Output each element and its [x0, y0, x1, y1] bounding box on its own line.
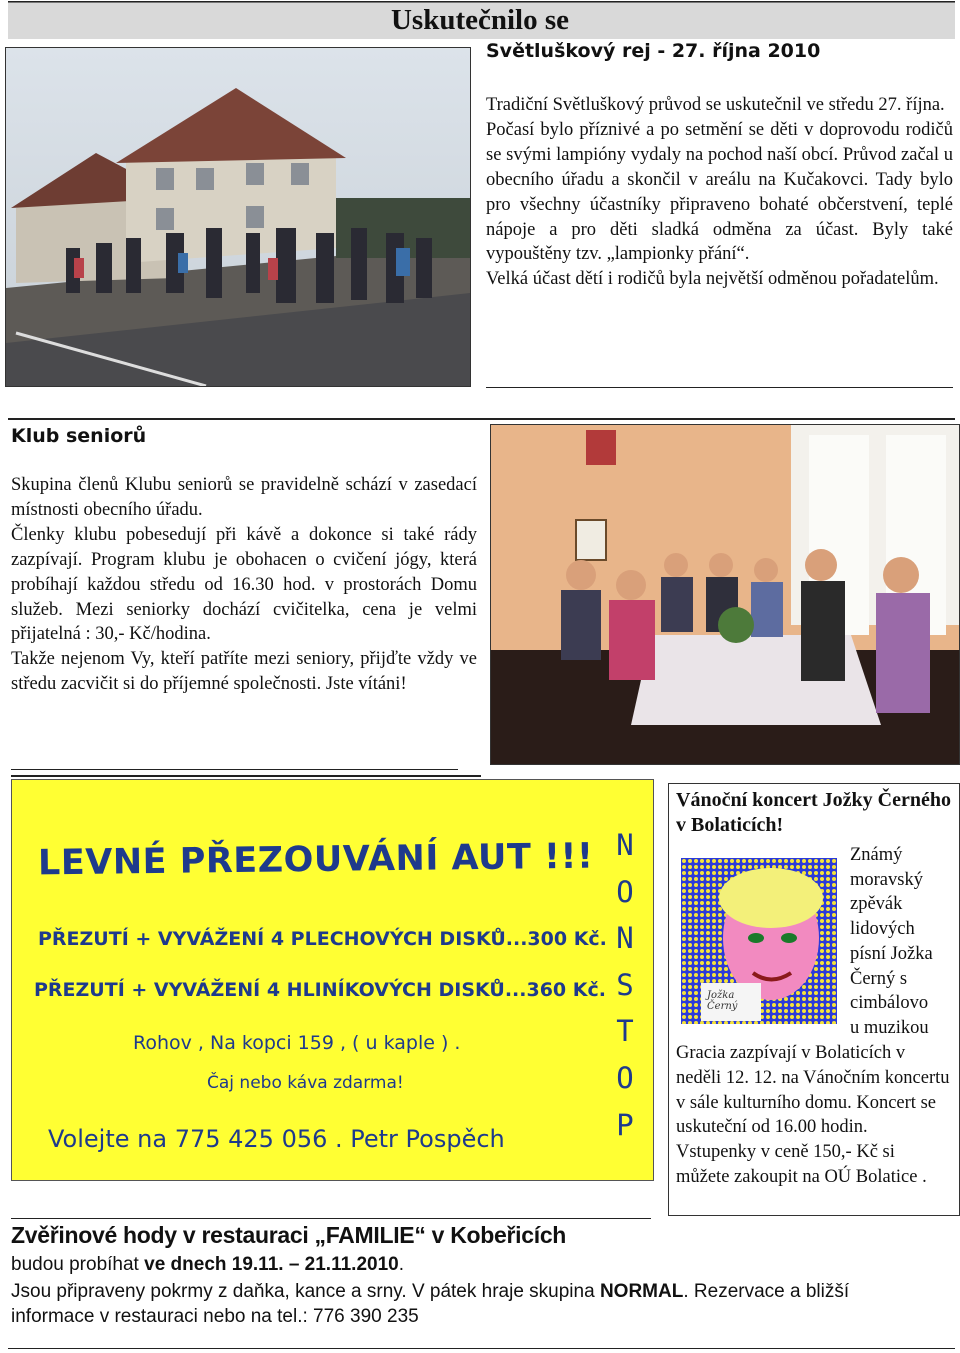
- seniors-paragraph-3: Takže nejenom Vy, kteří patříte mezi seniory, přijďte vždy ve středu zacvičit si do příjemné společnosti. Jste vítáni!: [11, 649, 477, 695]
- lantern-parade-illustration: [6, 48, 470, 386]
- singer-portrait-illustration: [681, 858, 837, 1024]
- concert-beside-line: Černý s: [850, 968, 908, 989]
- seniors-club-illustration: [491, 425, 959, 764]
- feast-details-text: Jsou připraveny pokrmy z daňka, kance a srny. V pátek hraje skupina: [11, 1281, 600, 1302]
- concert-beside-line: cimbálovo: [850, 993, 929, 1014]
- feast-dates-prefix: budou probíhat: [11, 1254, 145, 1275]
- feast-dates-suffix: .: [398, 1254, 404, 1275]
- ad-headline: LEVNÉ PŘEZOUVÁNÍ AUT !!!: [37, 836, 594, 884]
- seniors-paragraph-1: Skupina členů Klubu seniorů se pravidelně schází v zasedací místnosti obecního úřadu.: [11, 475, 477, 520]
- lantern-rule: [486, 387, 953, 388]
- feast-band-name: NORMAL: [599, 1281, 684, 1302]
- concert-beside-line: u muzikou: [850, 1017, 929, 1038]
- ad-nonstop-letter: T: [616, 1014, 634, 1049]
- seniors-rule-1: [11, 769, 458, 770]
- concert-beside-line: moravský: [850, 869, 923, 890]
- ad-nonstop-letter: N: [616, 828, 634, 862]
- ad-nonstop-letter: O: [616, 1060, 634, 1095]
- concert-beside-text: [850, 843, 954, 1041]
- seniors-paragraph-2: Členky klubu pobesedují při kávě a dokonce si také rády zazpívají. Program klubu je obohacen o cvičení jógy, která probíhají každou středu od 16.30 hod. v prostorách Domu služeb. Mezi seniorky dochází cvičitelka, cena je velmi přijatelná : 30,- Kč/hodina.: [11, 524, 477, 645]
- seniors-rule-2: [11, 775, 481, 777]
- bottom-rule: [8, 1348, 955, 1349]
- ad-nonstop-letter: O: [616, 874, 634, 909]
- ad-price-steel: PŘEZUTÍ + VYVÁŽENÍ 4 PLECHOVÝCH DISKŮ...300 Kč.: [38, 928, 607, 950]
- concert-title: Vánoční koncert Jožky Černého v Bolaticích!: [676, 789, 951, 836]
- seniors-club-photo: [490, 424, 960, 765]
- concert-text: Gracia zazpívají v Bolaticích v neděli 12. 12. na Vánočním koncertu v sále kulturního domu. Koncert se uskuteční od 16.00 hodin. Vstupenky v ceně 150,- Kč si můžete zakoupit na OÚ Bolatice .: [676, 1043, 950, 1187]
- concert-beside-line: lidových: [850, 919, 915, 940]
- ad-offer: Čaj nebo káva zdarma!: [207, 1073, 404, 1093]
- feast-dates: [11, 1254, 404, 1276]
- ad-nonstop-letter: N: [616, 921, 634, 956]
- concert-beside-line: zpěvák: [850, 894, 903, 915]
- ad-nonstop-letter: P: [616, 1107, 634, 1142]
- lantern-paragraph-2: Počasí bylo příznivé a po setmění se děti v doprovodu rodičů se svými lampióny vydaly na pochod naší obcí. Průvod začal u obecního úřadu a skončil v areálu na Kučakovci. Tady bylo pro všechny účastníky připraveno bohaté občerstvení, teplé nápoje a pro děti sladká odměna za účast. Byly také vypouštěny tzv. „lampionky přání“.: [486, 119, 953, 265]
- singer-portrait-image: [681, 858, 837, 1024]
- feast-dates-value: ve dnech 19.11. – 21.11.2010: [144, 1254, 399, 1275]
- section-rule: [8, 418, 955, 420]
- concert-beside-line: písní Jožka: [850, 943, 933, 964]
- lantern-paragraph-3: Velká účast dětí i rodičů byla největší odměnou pořadatelům.: [486, 269, 939, 290]
- page-title: Uskutečnilo se: [390, 4, 570, 36]
- lantern-parade-photo: [5, 47, 471, 387]
- tyre-service-ad: [11, 779, 654, 1181]
- ad-address: Rohov , Na kopci 159 , ( u kaple ) .: [133, 1032, 461, 1054]
- feast-title: Zvěřinové hody v restauraci „FAMILIE“ v Kobeřicích: [11, 1222, 567, 1248]
- portrait-signature: Jožka Černý: [707, 990, 738, 1012]
- seniors-article: [11, 473, 477, 697]
- feast-rule: [11, 1218, 651, 1219]
- feast-contact-text: . Rezervace a bližší informace v restauraci nebo na tel.: 776 390 235: [11, 1281, 850, 1327]
- page-subtitle: Světluškový rej - 27. října 2010: [486, 40, 821, 62]
- concert-beside-line: Známý: [850, 845, 903, 865]
- ad-price-alloy: PŘEZUTÍ + VYVÁŽENÍ 4 HLINÍKOVÝCH DISKŮ...360 Kč.: [34, 979, 606, 1001]
- ad-nonstop-letter: S: [616, 967, 634, 1002]
- lantern-article: [486, 93, 953, 292]
- ad-contact: Volejte na 775 425 056 . Petr Pospěch: [48, 1125, 505, 1153]
- ad-nonstop-vertical: [610, 822, 640, 1148]
- feast-details: [11, 1279, 931, 1329]
- seniors-title: Klub seniorů: [11, 425, 147, 447]
- lantern-paragraph-1: Tradiční Světluškový průvod se uskutečnil ve středu 27. října.: [486, 95, 945, 115]
